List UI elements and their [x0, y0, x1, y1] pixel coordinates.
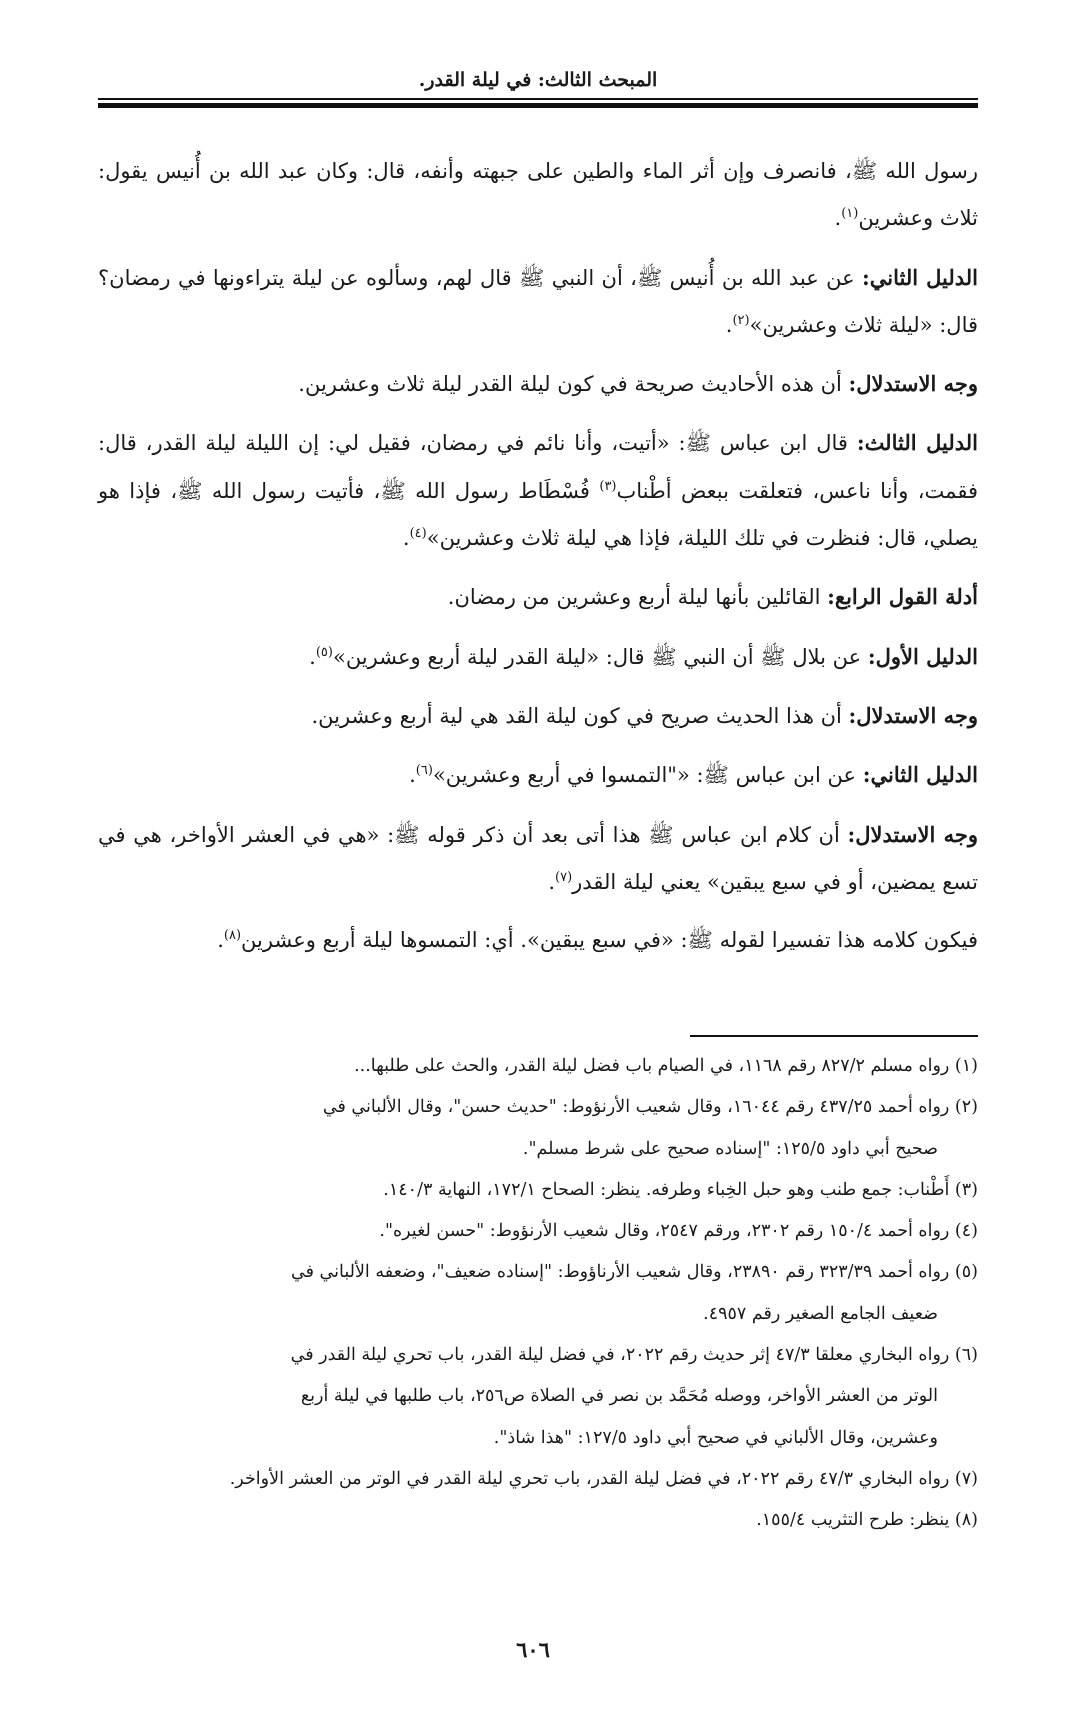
- footnote-3: (٣) أَطْناب: جمع طنب وهو حبل الخِباء وطرفه. ينظر: الصحاح ١٧٢/١، النهاية ١٤٠/٣.: [383, 1179, 978, 1200]
- paragraph-end: .: [217, 928, 224, 953]
- paragraph: [98, 573, 978, 621]
- running-title: المبحث الثالث: في ليلة القدر.: [418, 69, 658, 91]
- paragraph: [98, 692, 978, 740]
- paragraph-heading: أدلة القول الرابع:: [827, 584, 978, 610]
- footnote-ref: (٤): [409, 526, 427, 542]
- paragraph: [98, 360, 978, 408]
- footnote-6: (٦) رواه البخاري معلقا ٤٧/٣ إثر حديث رقم ٢٠٢٢، في فضل ليلة القدر، باب تحري ليلة القدر في: [290, 1345, 978, 1366]
- paragraph-heading: وجه الاستدلال:: [847, 821, 979, 847]
- footnote-ref: (١): [841, 206, 859, 222]
- paragraph-text: أن كلام ابن عباس ﷺ هذا أتى بعد أن ذكر قوله ﷺ: «هي في العشر الأواخر، هي في تسع يمضين، أو في سبع يبقين» يعني ليلة القدر: [98, 822, 978, 894]
- paragraph-end: .: [409, 763, 416, 788]
- footnotes: [98, 1046, 978, 1542]
- paragraph-text: عن عبد الله بن أُنيس ﷺ، أن النبي ﷺ قال لهم، وسألوه عن ليلة يتراءونها في رمضان؟ قال: «ليلة ثلاث وعشرين»: [98, 265, 978, 337]
- paragraph-text: القائلين بأنها ليلة أربع وعشرين من رمضان.: [447, 585, 828, 610]
- footnote-6-cont: الوتر من العشر الأواخر، ووصله مُحَمَّد بن نصر في الصلاة ص٢٥٦، باب طلبها في ليلة أربع: [300, 1386, 938, 1407]
- paragraph-heading: وجه الاستدلال:: [848, 371, 978, 397]
- paragraph: [98, 811, 978, 907]
- paragraph: [98, 917, 978, 964]
- footnote-4: (٤) رواه أحمد ١٥٠/٤ رقم ٢٣٠٢، ورقم ٢٥٤٧، وقال شعيب الأرنؤوط: "حسن لغيره".: [379, 1221, 978, 1242]
- paragraph-text: رسول الله ﷺ، فانصرف وإن أثر الماء والطين على جبهته وأنفه، قال: وكان عبد الله بن أُنيس يقول: ثلاث وعشرين: [98, 159, 978, 231]
- header-rule-thin: [98, 98, 978, 100]
- footnote-ref: (٣): [599, 478, 617, 494]
- footnote-separator: [690, 1035, 978, 1037]
- paragraph-text: قال ابن عباس ﷺ: «أتيت، وأنا نائم في رمضان، فقيل لي: إن الليلة ليلة القدر، قال: فقمت، وأنا ناعس، فتعلقت ببعض أطْناب: [98, 431, 978, 503]
- paragraph-end: .: [548, 869, 556, 894]
- paragraph: [98, 254, 978, 350]
- paragraph: [98, 751, 978, 799]
- paragraph-text: أن هذه الأحاديث صريحة في كون ليلة القدر ليلة ثلاث وعشرين.: [298, 372, 849, 397]
- footnote-ref: (٨): [223, 928, 242, 944]
- footnote-ref: (٦): [415, 763, 433, 779]
- main-text: [98, 148, 978, 964]
- footnote-ref: (٧): [555, 869, 573, 885]
- paragraph-text: فيكون كلامه هذا تفسيرا لقوله ﷺ: «في سبع يبقين». أي: التمسوها ليلة أربع وعشرين: [241, 928, 978, 953]
- paragraph-end: .: [834, 206, 842, 231]
- footnote-8: (٨) ينظر: طرح التثريب ١٥٥/٤.: [756, 1510, 978, 1531]
- paragraph: [98, 419, 978, 562]
- paragraph-heading: الدليل الثاني:: [862, 762, 978, 788]
- paragraph-end: .: [725, 312, 733, 337]
- paragraph-text: عن ابن عباس ﷺ: «"التمسوا في أربع وعشرين»: [432, 763, 863, 788]
- paragraph-text: عن بلال ﷺ أن النبي ﷺ قال: «ليلة القدر ليلة أربع وعشرين»: [332, 644, 868, 669]
- footnote-2-cont: صحيح أبي داود ١٢٥/٥: "إسناده صحيح على شرط مسلم".: [522, 1138, 938, 1159]
- paragraph-end: .: [402, 526, 410, 551]
- paragraph-heading: وجه الاستدلال:: [848, 702, 978, 728]
- paragraph-heading: الدليل الأول:: [867, 643, 978, 669]
- paragraph-heading: الدليل الثاني:: [862, 264, 979, 290]
- footnote-5-cont: ضعيف الجامع الصغير رقم ٤٩٥٧.: [703, 1303, 938, 1324]
- paragraph: [98, 633, 978, 681]
- paragraph-end: .: [309, 644, 316, 669]
- footnote-7: (٧) رواه البخاري ٤٧/٣ رقم ٢٠٢٢، في فضل ليلة القدر، باب تحري ليلة القدر في الوتر من العشر الأواخر.: [229, 1468, 978, 1489]
- header-rule-thick: [98, 103, 978, 108]
- paragraph-text: أن هذا الحديث صريح في كون ليلة القد هي لية أربع وعشرين.: [311, 703, 849, 728]
- footnote-6-cont: وعشرين، وقال الألباني في صحيح أبي داود ١٢٧/٥: "هذا شاذ".: [493, 1427, 938, 1448]
- footnote-1: (١) رواه مسلم ٨٢٧/٢ رقم ١١٦٨، في الصيام باب فضل ليلة القدر، والحث على طلبها...: [354, 1056, 978, 1076]
- paragraph-text-cont: فُسْطَاط رسول الله ﷺ، فأتيت رسول الله ﷺ، فإذا هو يصلي، قال: فنظرت في تلك الليلة، فإذا هي ليلة ثلاث وعشرين»: [98, 478, 978, 551]
- page-number: ٦٠٦: [516, 1637, 550, 1662]
- footnote-5: (٥) رواه أحمد ٣٢٣/٣٩ رقم ٢٣٨٩٠، وقال شعيب الأرناؤوط: "إسناده ضعيف"، وضعفه الألباني في: [291, 1262, 978, 1283]
- footnote-ref: (٥): [315, 644, 333, 660]
- footnote-ref: (٢): [732, 312, 750, 328]
- footnote-2: (٢) رواه أحمد ٤٣٧/٢٥ رقم ١٦٠٤٤، وقال شعيب الأرنؤوط: "حديث حسن"، وقال الألباني في: [322, 1097, 978, 1118]
- paragraph: [98, 148, 978, 243]
- paragraph-heading: الدليل الثالث:: [856, 430, 978, 456]
